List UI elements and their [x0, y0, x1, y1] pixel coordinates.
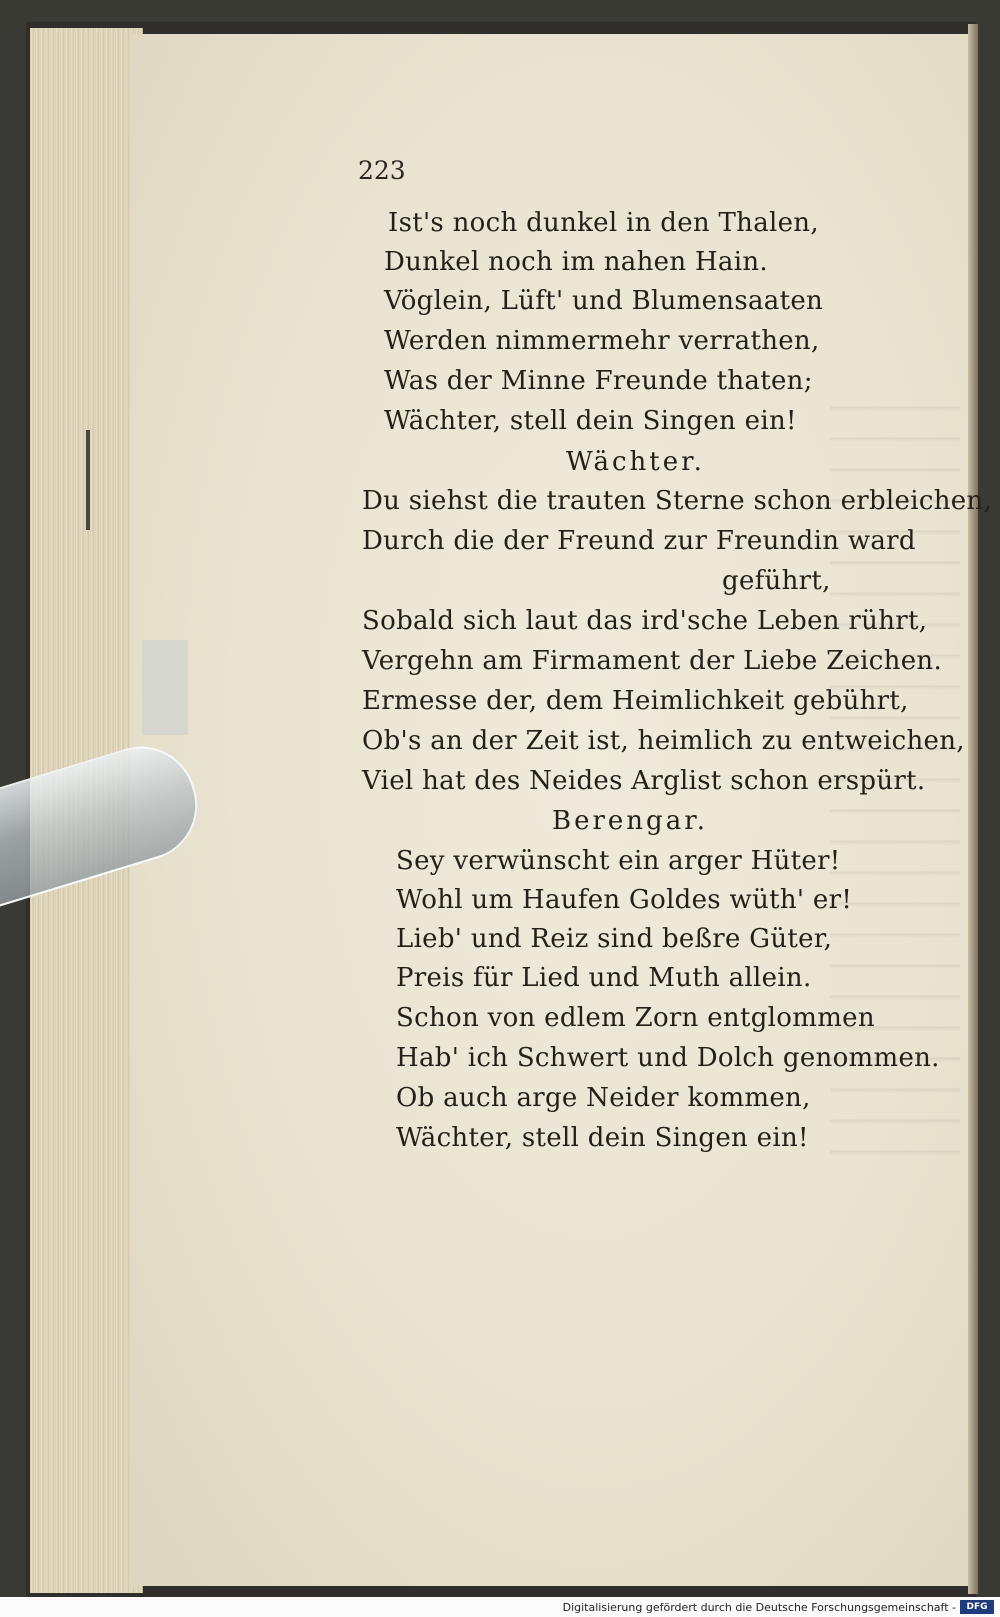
poem-line: Ermesse der, dem Heimlichkeit gebührt, — [362, 686, 909, 716]
poem-line: Durch die der Freund zur Freundin ward — [362, 526, 916, 556]
poem-line: Werden nimmermehr verrathen, — [384, 326, 820, 356]
poem-line: Du siehst die trauten Sterne schon erbleichen, — [362, 486, 993, 516]
poem-line: Ob's an der Zeit ist, heimlich zu entweichen, — [362, 726, 965, 756]
poem-line: Wächter, stell dein Singen ein! — [384, 406, 797, 436]
poem-line: Viel hat des Neides Arglist schon erspürt. — [362, 766, 926, 796]
poem-line: Wächter, stell dein Singen ein! — [396, 1123, 809, 1153]
right-page-edge — [968, 24, 978, 1594]
footer-credit: Digitalisierung gefördert durch die Deutsche Forschungsgemeinschaft - — [562, 1601, 956, 1614]
poem-line: Sey verwünscht ein arger Hüter! — [396, 846, 841, 876]
poem-line: Vöglein, Lüft' und Blumensaaten — [384, 286, 824, 316]
poem-line: Lieb' und Reiz sind beßre Güter, — [396, 924, 833, 954]
poem-line: Hab' ich Schwert und Dolch genommen. — [396, 1043, 940, 1073]
poem-line: Vergehn am Firmament der Liebe Zeichen. — [362, 646, 943, 676]
poem-line: Was der Minne Freunde thaten; — [384, 366, 813, 396]
poem-line: Sobald sich laut das ird'sche Leben rührt, — [362, 606, 928, 636]
poem-line: Dunkel noch im nahen Hain. — [384, 247, 768, 277]
poem-line: Wohl um Haufen Goldes wüth' er! — [396, 885, 853, 915]
poem-line: Preis für Lied und Muth allein. — [396, 963, 812, 993]
scan-pad — [142, 640, 188, 735]
poem-line: Schon von edlem Zorn entglommen — [396, 1003, 875, 1033]
dfg-logo: DFG — [960, 1600, 994, 1614]
margin-mark — [86, 430, 90, 530]
poem-line: Ob auch arge Neider kommen, — [396, 1083, 811, 1113]
poem-line: Ist's noch dunkel in den Thalen, — [388, 208, 819, 238]
speaker-label: Wächter. — [566, 447, 705, 477]
poem-line: geführt, — [722, 566, 831, 596]
page-number: 223 — [358, 156, 406, 185]
speaker-label: Berengar. — [552, 806, 709, 836]
